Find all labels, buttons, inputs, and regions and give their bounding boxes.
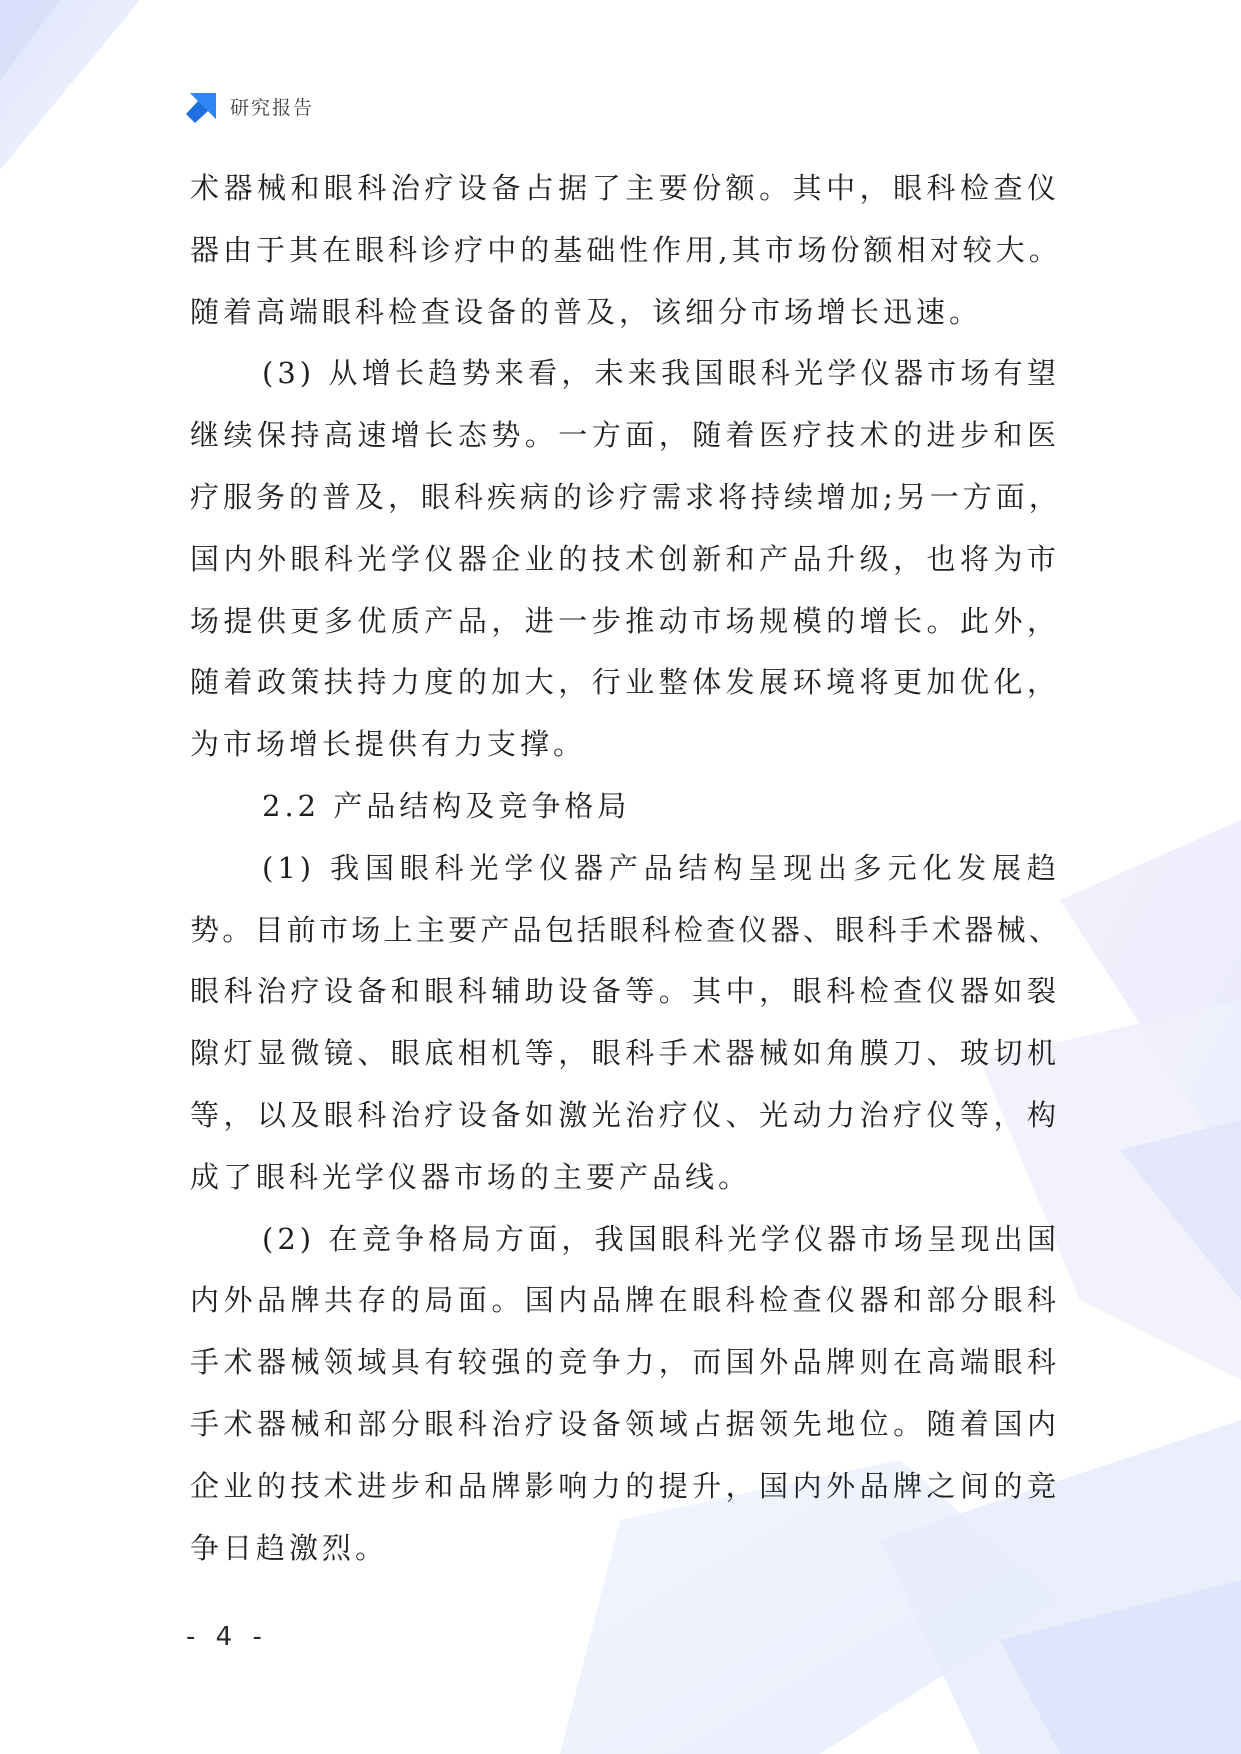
body-line: 势。目前市场上主要产品包括眼科检查仪器、眼科手术器械、 [190, 912, 1060, 947]
body-line: (3) 从增长趋势来看，未来我国眼科光学仪器市场有望 [262, 356, 1060, 391]
body-line: 继续保持高速增长态势。一方面，随着医疗技术的进步和医 [190, 418, 1060, 453]
body-line: 内外品牌共存的局面。国内品牌在眼科检查仪器和部分眼科 [190, 1283, 1060, 1318]
body-line: 隙灯显微镜、眼底相机等，眼科手术器械如角膜刀、玻切机 [190, 1036, 1060, 1071]
body-line: 眼科治疗设备和眼科辅助设备等。其中，眼科检查仪器如裂 [190, 974, 1060, 1009]
header-title: 研究报告 [230, 96, 315, 119]
body-line: 手术器械和部分眼科治疗设备领域占据领先地位。随着国内 [190, 1406, 1060, 1441]
body-line: 企业的技术进步和品牌影响力的提升，国内外品牌之间的竞 [190, 1468, 1060, 1503]
body-line: 等，以及眼科治疗设备如激光治疗仪、光动力治疗仪等，构 [190, 1097, 1060, 1132]
body-line: 国内外眼科光学仪器企业的技术创新和产品升级，也将为市 [190, 541, 1060, 576]
page-number: - 4 - [186, 1622, 268, 1652]
body-line: 疗服务的普及，眼科疾病的诊疗需求将持续增加;另一方面， [190, 479, 1062, 514]
body-line: 随着政策扶持力度的加大，行业整体发展环境将更加优化， [190, 665, 1060, 700]
report-header [186, 88, 314, 124]
body-line: 器由于其在眼科诊疗中的基础性作用,其市场份额相对较大。 [190, 232, 1060, 267]
body-line: 术器械和眼科治疗设备占据了主要份额。其中，眼科检查仪 [190, 171, 1060, 205]
body-line: (1) 我国眼科光学仪器产品结构呈现出多元化发展趋 [262, 850, 1060, 885]
document-body [190, 158, 1060, 1579]
body-line: 成了眼科光学仪器市场的主要产品线。 [190, 1159, 752, 1194]
body-line: 随着高端眼科检查设备的普及，该细分市场增长迅速。 [190, 294, 983, 329]
body-line: (2) 在竞争格局方面，我国眼科光学仪器市场呈现出国 [262, 1221, 1060, 1256]
body-line: 争日趋激烈。 [190, 1530, 389, 1565]
arrow-up-right-icon [186, 89, 220, 123]
body-line: 为市场增长提供有力支撑。 [190, 727, 587, 762]
body-line: 手术器械领域具有较强的竞争力，而国外品牌则在高端眼科 [190, 1345, 1060, 1380]
body-line: 场提供更多优质产品，进一步推动市场规模的增长。此外， [190, 603, 1060, 638]
section-heading: 2.2 产品结构及竞争格局 [262, 788, 631, 823]
